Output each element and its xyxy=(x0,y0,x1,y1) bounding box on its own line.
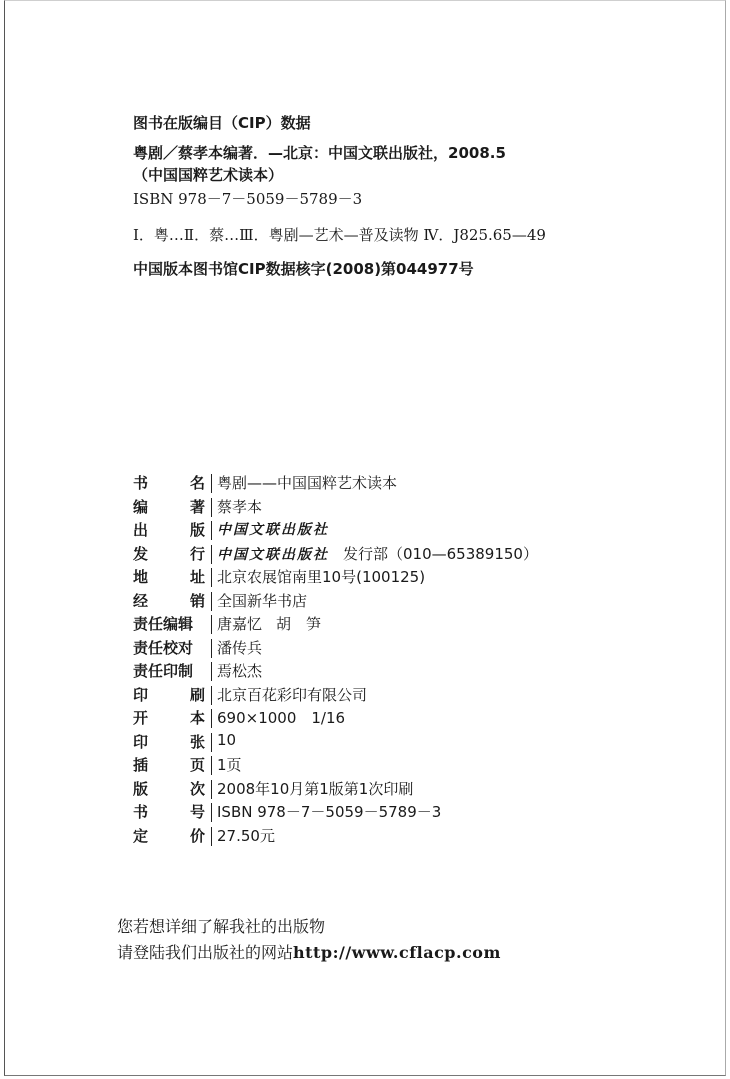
info-value xyxy=(217,637,262,658)
info-label-char: 次 xyxy=(189,779,205,798)
info-value xyxy=(217,472,397,493)
cip-classification: Ⅰ．粤…Ⅱ．蔡…Ⅲ．粤剧—艺术—普及读物 Ⅳ．J825.65—49 xyxy=(133,226,546,244)
info-value-text: 粤剧——中国国粹艺术读本 xyxy=(217,474,398,492)
info-separator xyxy=(211,733,212,752)
info-value xyxy=(217,707,345,728)
info-label: 责任印制 xyxy=(133,662,194,680)
info-row xyxy=(133,707,593,731)
info-value-text: 1页 xyxy=(217,756,242,774)
info-label xyxy=(133,566,205,587)
info-value xyxy=(217,613,321,634)
info-value-text: 690×1000 1/16 xyxy=(217,709,346,727)
info-value-text: 蔡孝本 xyxy=(217,497,263,516)
info-row xyxy=(133,519,593,543)
info-row xyxy=(133,660,593,684)
info-label xyxy=(133,519,205,540)
info-label-char: 刷 xyxy=(189,685,205,704)
cip-title: 图书在版编目（CIP）数据 xyxy=(133,114,311,132)
info-label-char: 出 xyxy=(133,521,149,539)
info-value xyxy=(217,519,329,539)
info-label-char: 插 xyxy=(133,756,149,774)
info-separator xyxy=(211,662,212,681)
info-label-char: 书 xyxy=(133,474,149,492)
info-row xyxy=(133,801,593,825)
info-separator xyxy=(211,545,212,564)
info-label xyxy=(133,778,205,799)
info-label-char: 地 xyxy=(133,568,149,586)
info-separator xyxy=(211,639,212,658)
info-value-text: 北京农展馆南里10号(100125) xyxy=(217,568,426,586)
info-label-char: 销 xyxy=(189,591,205,610)
info-value xyxy=(217,731,236,749)
info-separator xyxy=(211,568,212,587)
info-label-char: 开 xyxy=(133,709,149,727)
info-label: 责任编辑 xyxy=(133,615,194,633)
info-label-char: 址 xyxy=(189,568,205,586)
info-separator xyxy=(211,756,212,775)
info-row xyxy=(133,637,593,661)
info-label xyxy=(133,731,205,752)
info-label-char: 编 xyxy=(133,497,149,516)
info-separator xyxy=(211,803,212,822)
info-row xyxy=(133,590,593,614)
info-label-char: 印 xyxy=(133,732,149,751)
info-label: 责任校对 xyxy=(133,638,194,657)
info-separator xyxy=(211,474,212,493)
info-row xyxy=(133,731,593,755)
info-row xyxy=(133,754,593,778)
info-row xyxy=(133,566,593,590)
info-value-text: 北京百花彩印有限公司 xyxy=(217,685,368,704)
footer-line-1: 您若想详细了解我社的出版物 xyxy=(117,917,326,936)
info-label-char: 定 xyxy=(133,826,149,845)
info-label-char: 号 xyxy=(189,803,205,821)
info-value xyxy=(217,566,425,587)
cip-series-line: （中国国粹艺术读本） xyxy=(133,166,284,184)
info-label-char: 页 xyxy=(189,756,205,774)
info-value-text: 27.50元 xyxy=(217,826,275,845)
info-value-text: 10 xyxy=(217,730,237,749)
info-value xyxy=(217,684,367,705)
info-value xyxy=(217,778,413,799)
footer-line-2-prefix: 请登陆我们出版社的网站 xyxy=(117,943,294,962)
info-value-text: ISBN 978－7－5059－5789－3 xyxy=(217,803,442,821)
info-label-char: 版 xyxy=(133,779,149,798)
info-separator xyxy=(211,780,212,799)
info-label xyxy=(133,472,205,493)
info-separator xyxy=(211,592,212,611)
info-row xyxy=(133,613,593,637)
info-label-char: 发 xyxy=(133,544,149,563)
info-value-extra: 胡 笋 xyxy=(276,615,322,633)
info-label-char: 经 xyxy=(133,591,149,610)
info-value-text: 潘传兵 xyxy=(217,638,263,657)
cip-isbn: ISBN 978－7－5059－5789－3 xyxy=(133,190,363,208)
info-value xyxy=(217,590,307,611)
info-value xyxy=(217,496,262,517)
website-link[interactable]: http://www.cflacp.com xyxy=(293,943,501,962)
info-separator xyxy=(211,521,212,540)
info-value-text: 2008年10月第1版第1次印刷 xyxy=(217,779,414,798)
cip-approval-number: 中国版本图书馆CIP数据核字(2008)第044977号 xyxy=(133,260,474,278)
info-label-char: 名 xyxy=(189,474,205,492)
info-row xyxy=(133,684,593,708)
info-label xyxy=(133,754,205,775)
info-label xyxy=(133,684,205,705)
info-value-text: 中国文联出版社 xyxy=(217,546,329,563)
info-value-text: 焉松杰 xyxy=(217,662,263,680)
info-row xyxy=(133,472,593,496)
info-label xyxy=(133,801,205,822)
info-label-char: 版 xyxy=(189,521,205,539)
info-value xyxy=(217,543,538,564)
info-label-char: 书 xyxy=(133,803,149,821)
info-separator xyxy=(211,827,212,846)
info-value xyxy=(217,825,275,846)
info-label-char: 张 xyxy=(189,732,205,751)
footer-notice xyxy=(117,914,501,966)
info-value-text: 全国新华书店 xyxy=(217,591,308,610)
info-label-char: 行 xyxy=(189,544,205,563)
info-label-char: 著 xyxy=(189,497,205,516)
info-label xyxy=(133,590,205,611)
info-label xyxy=(133,543,205,564)
info-value xyxy=(217,801,441,822)
info-label-char: 价 xyxy=(189,826,205,845)
info-label xyxy=(133,707,205,728)
info-label xyxy=(133,496,205,517)
cip-bibliographic-line: 粤剧／蔡孝本编著．—北京：中国文联出版社，2008.5 xyxy=(133,144,506,162)
footer-line-2 xyxy=(117,940,501,966)
info-value-extra: 发行部（010—65389150） xyxy=(343,544,538,563)
publication-info-table xyxy=(133,472,593,848)
info-value xyxy=(217,660,262,681)
info-separator xyxy=(211,709,212,728)
info-row xyxy=(133,543,593,567)
info-value-text: 唐嘉忆 xyxy=(217,615,263,633)
info-label-char: 本 xyxy=(189,709,205,727)
info-separator xyxy=(211,615,212,634)
info-value xyxy=(217,754,242,775)
info-separator xyxy=(211,498,212,517)
info-value-text: 中国文联出版社 xyxy=(217,522,329,538)
info-label-char: 印 xyxy=(133,685,149,704)
info-label xyxy=(133,825,205,846)
info-row xyxy=(133,778,593,802)
info-row xyxy=(133,496,593,520)
info-row xyxy=(133,825,593,849)
info-separator xyxy=(211,686,212,705)
